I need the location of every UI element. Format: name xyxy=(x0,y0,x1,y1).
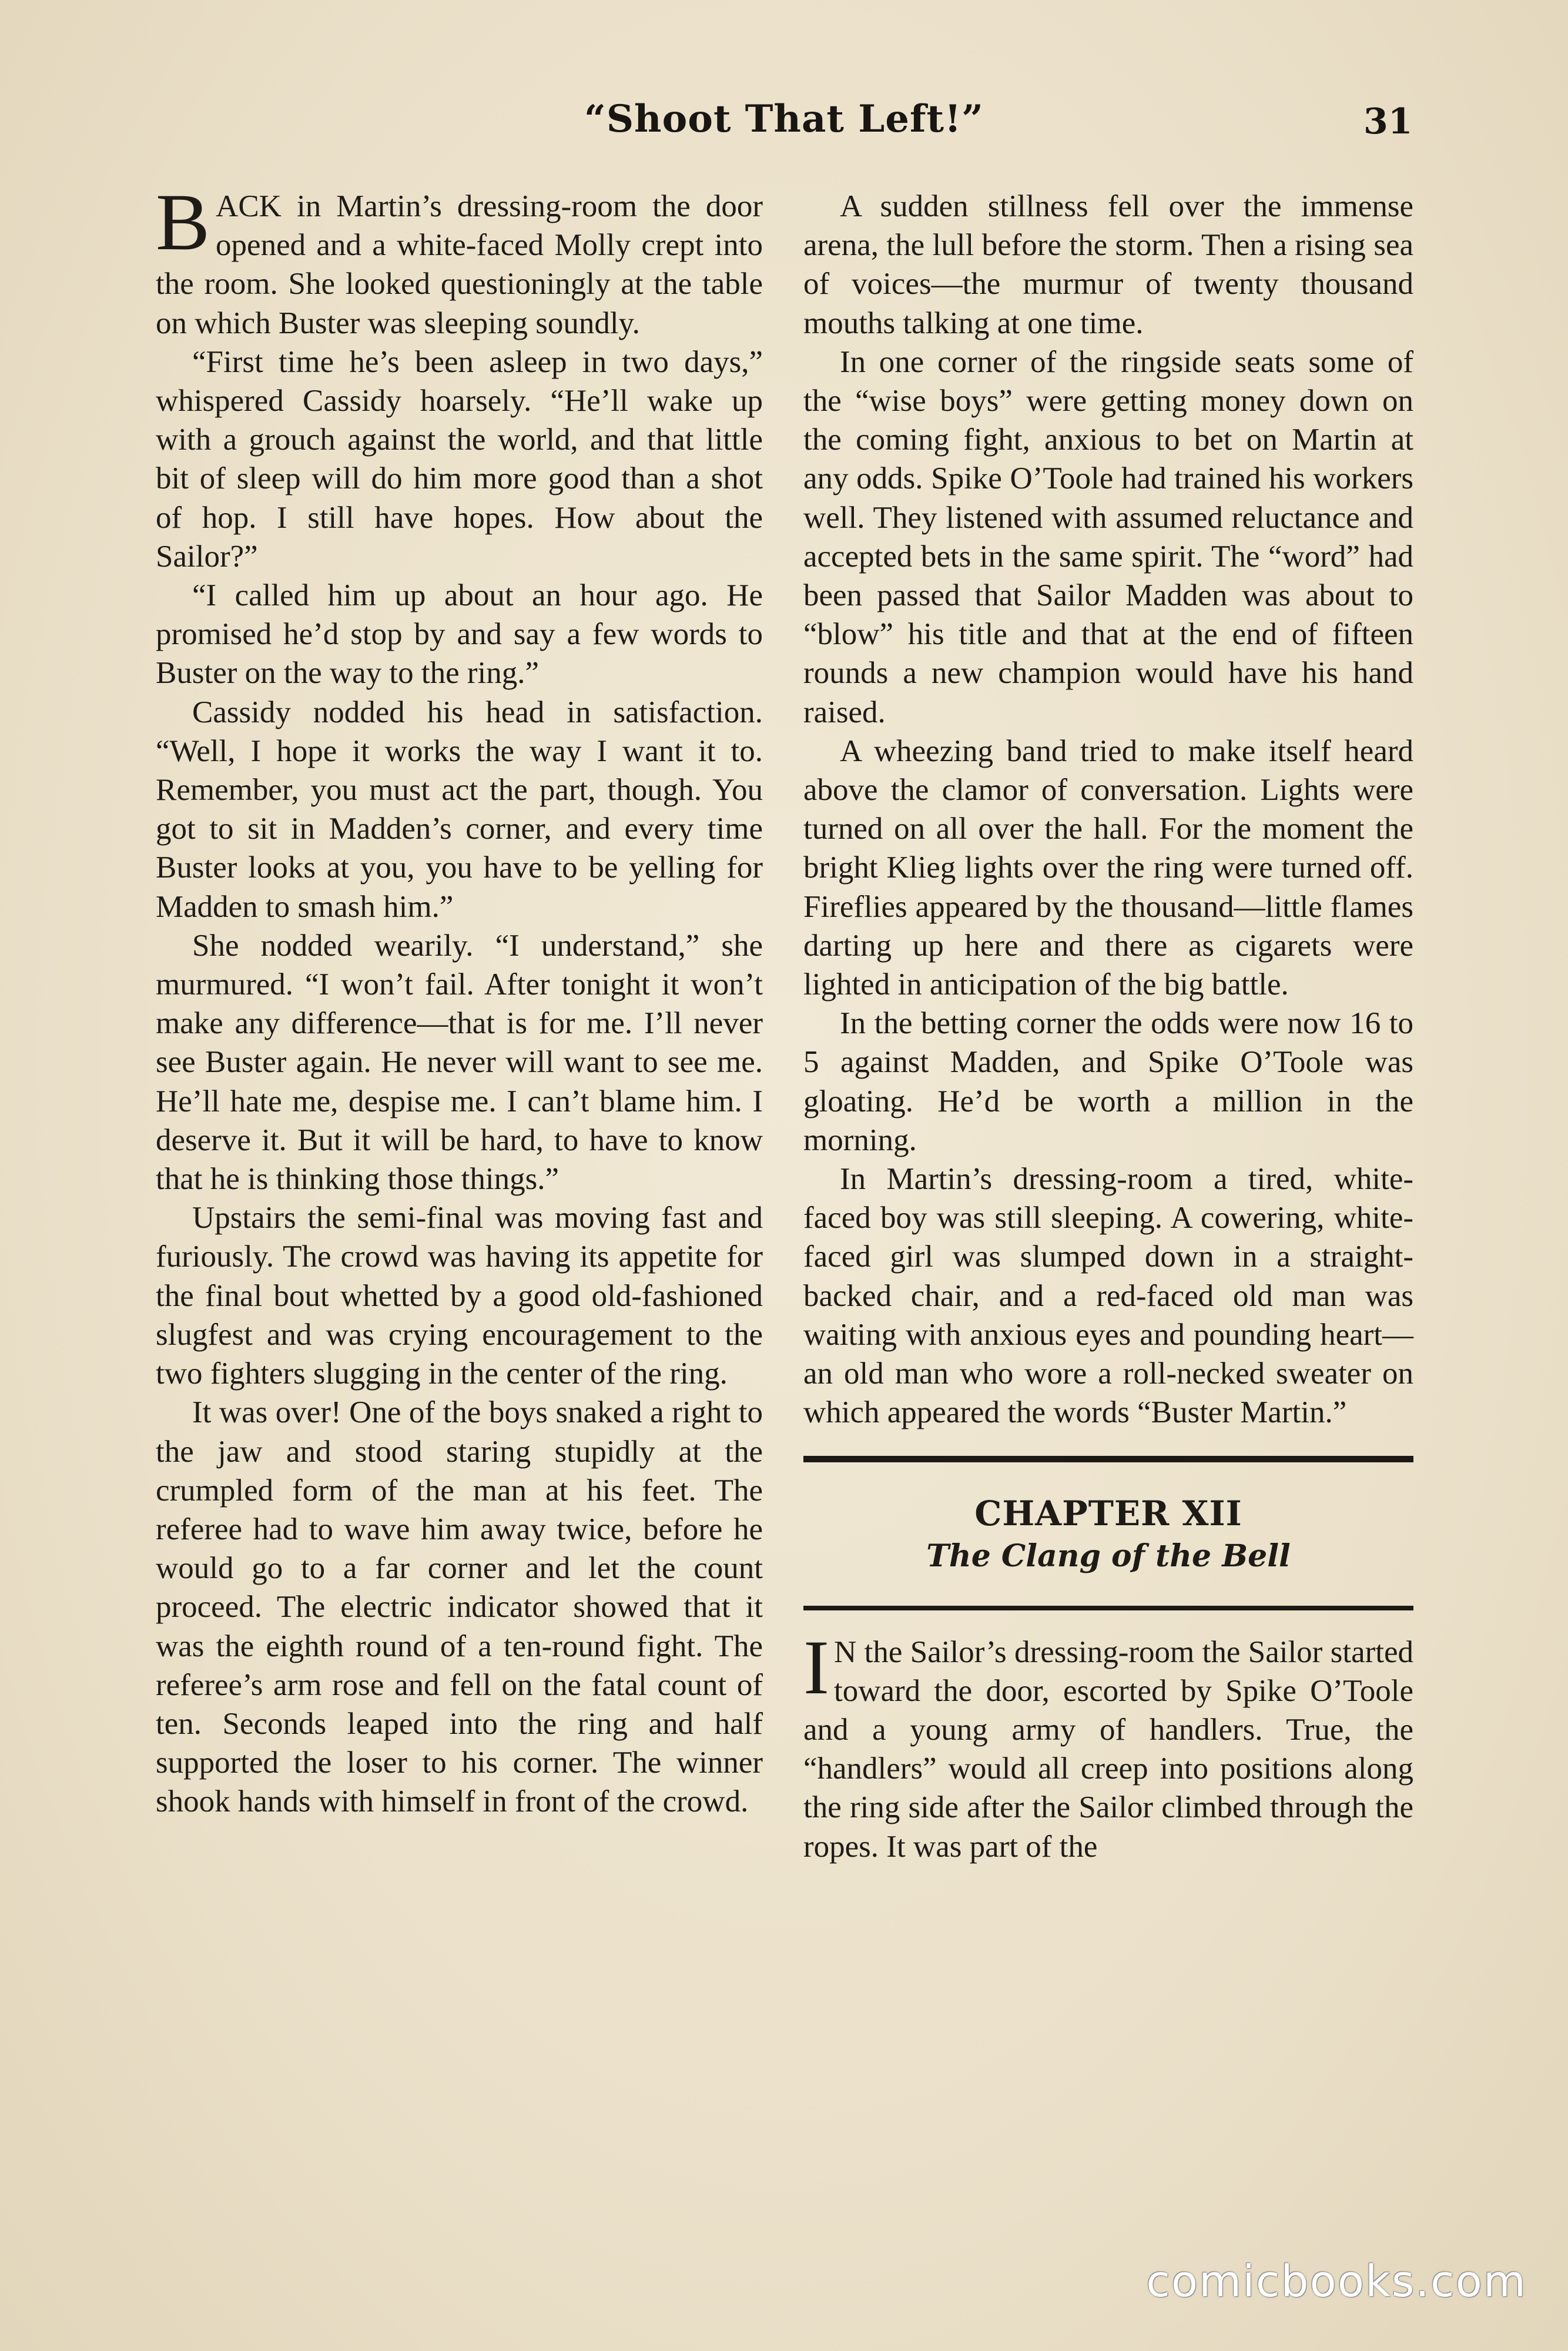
right-column xyxy=(803,187,1413,1866)
paragraph: She nodded wearily. “I understand,” she murmured. “I won’t fail. After tonight it won’t make any difference—that is for me. I’ll never see Buster again. He never will want to see me. He’ll hate me, despise me. I can’t blame him. I deserve it. But it will be hard, to have to know that he is thinking those things.” xyxy=(156,928,763,1197)
chapter-subtitle: The Clang of the Bell xyxy=(926,1538,1291,1574)
paragraph: Upstairs the semi-final was moving fast and furiously. The crowd was having its appetite for the final bout whetted by a good old-fashioned slugfest and was crying encouragement to the two fighters slugging in the center of the ring. xyxy=(156,1201,763,1391)
paragraph: It was over! One of the boys snaked a right to the jaw and stood staring stupidly at the crumpled form of the man at his feet. The referee had to wave him away twice, before he would go to a far corner and let the count proceed. The electric indicator showed that it was the eighth round of a ten-round fight. The referee’s arm rose and fell on the fatal count of ten. Seconds leaped into the ring and half supported the loser to his corner. The winner shook hands with himself in front of the crowd. xyxy=(156,1395,763,1819)
chapter-title: CHAPTER XII xyxy=(974,1493,1242,1533)
page-number: 31 xyxy=(1363,101,1413,142)
paragraph xyxy=(156,177,763,343)
paragraph: “First time he’s been asleep in two days,” whispered Cassidy hoarsely. “He’ll wake up with a grouch against the world, and that little bit of sleep will do him more good than a shot of hop. I still have hopes. How about the Sailor?” xyxy=(156,344,763,574)
running-head-title: “Shoot That Left!” xyxy=(584,97,984,141)
chapter-rule-top xyxy=(803,1456,1413,1462)
paragraph: “I called him up about an hour ago. He promised he’d stop by and say a few words to Buster on the way to the ring.” xyxy=(156,578,763,691)
paragraph xyxy=(803,1623,1413,1866)
chapter-rule-bottom xyxy=(803,1606,1413,1610)
chapter-heading xyxy=(803,1493,1413,1579)
paragraph: A wheezing band tried to make itself heard above the clamor of conversation. Lights were turned on all over the hall. For the moment the bright Klieg lights over the ring were turned off. Fireflies appeared by the thousand—little flames darting up here and there as cigarets were lighted in anticipation of the big battle. xyxy=(803,734,1413,1002)
site-watermark: comicbooks.com xyxy=(1146,2256,1527,2307)
paragraph: A sudden stillness fell over the immense arena, the lull before the storm. Then a rising sea of voices—the murmur of twenty thousand mouths talking at one time. xyxy=(803,189,1413,340)
drop-cap: B xyxy=(156,177,210,267)
paragraph-text: N the Sailor’s dressing-room the Sailor started toward the door, escorted by Spike O’Toole and a young army of handlers. True, the “handlers” would all creep into positions along the ring side after the Sailor climbed through the ropes. It was part of the xyxy=(803,1635,1413,1864)
paragraph: In Martin’s dressing-room a tired, white-faced boy was still sleeping. A cowering, white-faced girl was slumped down in a straight-backed chair, and a red-faced old man was waiting with anxious eyes and pounding heart—an old man who wore a roll-necked sweater on which appeared the words “Buster Martin.” xyxy=(803,1162,1413,1430)
drop-cap: I xyxy=(803,1623,829,1710)
paragraph: In one corner of the ringside seats some of the “wise boys” were getting money down on the coming fight, anxious to bet on Martin at any odds. Spike O’Toole had trained his workers well. They listened with assumed reluctance and accepted bets in the same spirit. The “word” had been passed that Sailor Madden was about to “blow” his title and that at the end of fifteen rounds a new champion would have his hand raised. xyxy=(803,344,1413,729)
paragraph: Cassidy nodded his head in satisfaction. “Well, I hope it works the way I want it to. Remember, you must act the part, though. You got to sit in Madden’s corner, and every time Buster looks at you, you have to be yelling for Madden to smash him.” xyxy=(156,695,763,924)
paragraph: In the betting corner the odds were now 16 to 5 against Madden, and Spike O’Toole was gloating. He’d be worth a million in the morning. xyxy=(803,1006,1413,1157)
left-column xyxy=(156,177,763,1821)
paragraph-text: ACK in Martin’s dressing-room the door opened and a white-faced Molly crept into the room. She looked questioningly at the table on which Buster was sleeping soundly. xyxy=(156,189,763,340)
